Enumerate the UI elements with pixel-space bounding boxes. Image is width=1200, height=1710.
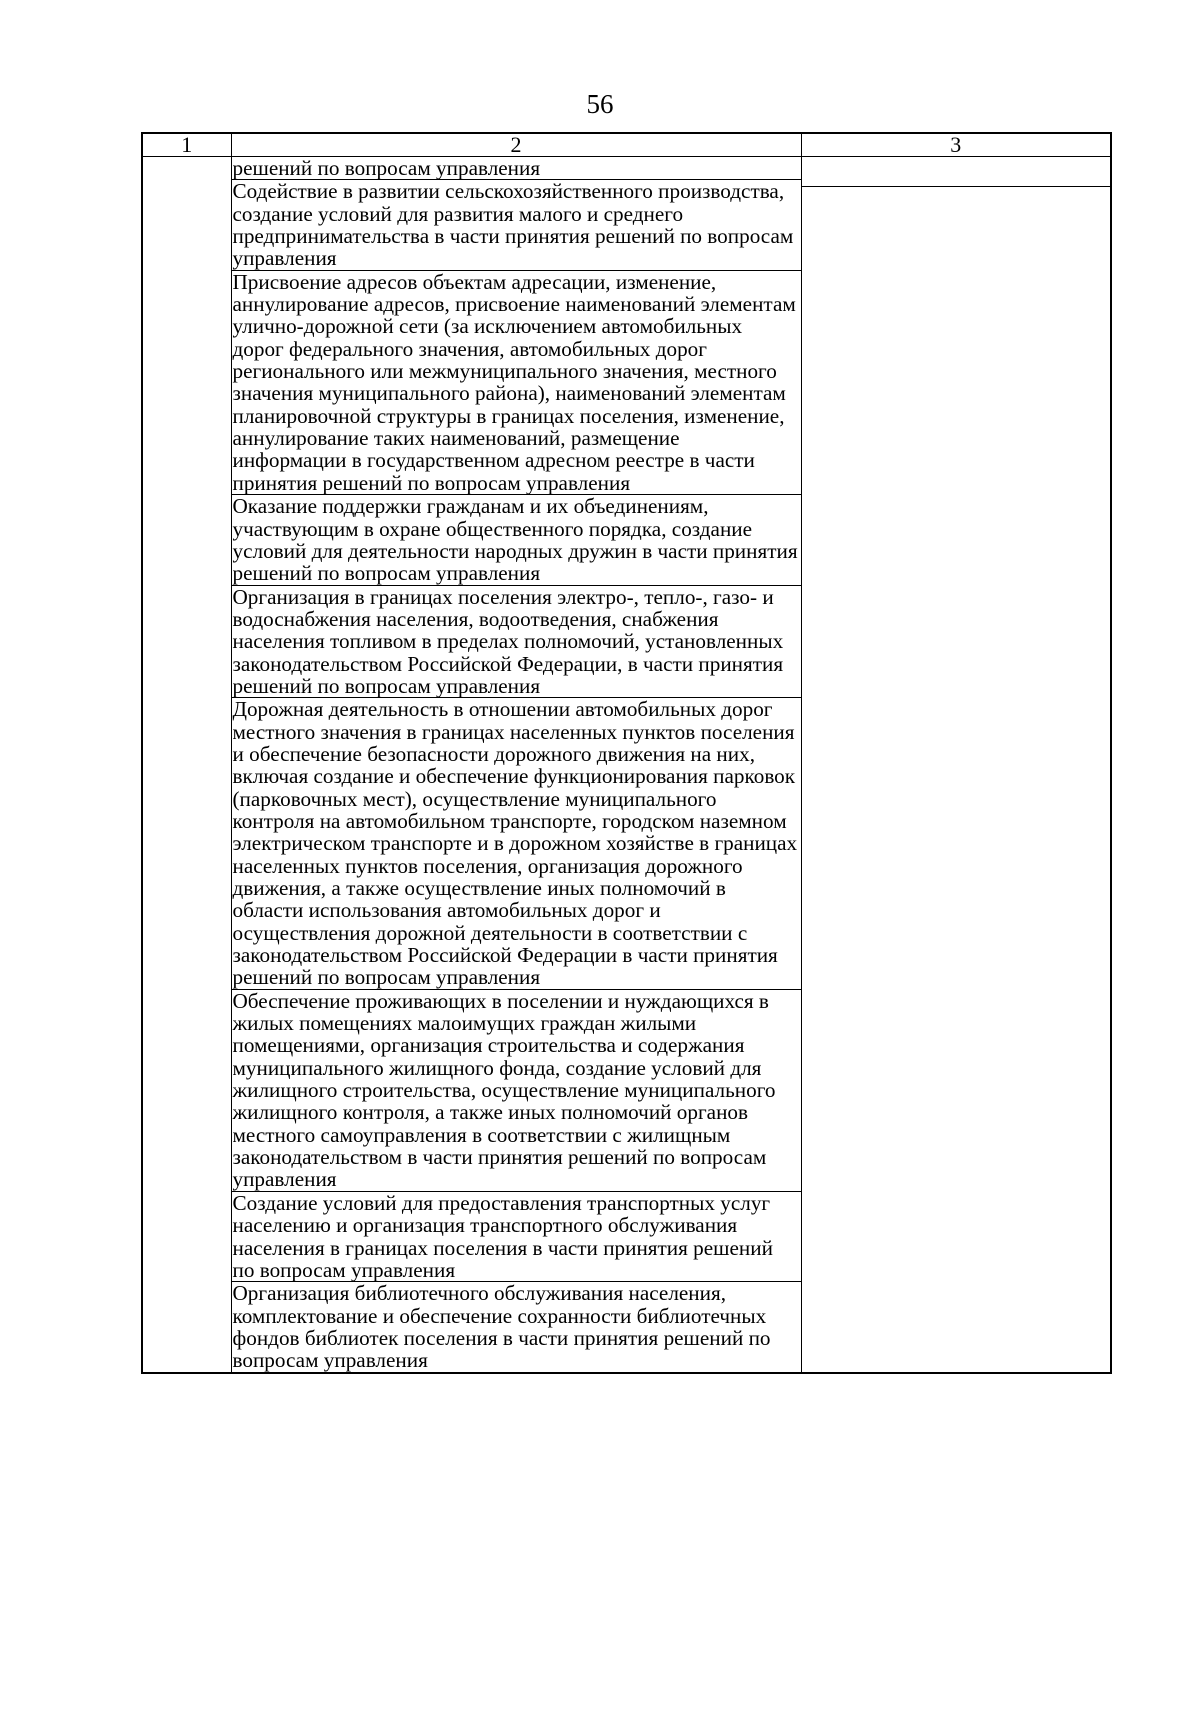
table-item: Дорожная деятельность в отношении автомобильных дорог местного значения в границах населенных пунктов поселения и обеспечение безопасности дорожного движения на них, включая создание и обеспечение функционирования парковок (парковочных мест), осуществление муниципального контроля на автомобильном транспорте, городском наземном электрическом транспорте и в дорожном хозяйстве в границах населенных пунктов поселения, организация дорожного движения, а также осуществление иных полномочий в области использования автомобильных дорог и осуществления дорожной деятельности в соответствии с законодательством Российской Федерации в части принятия решений по вопросам управления [232,697,801,988]
table-item: Организация библиотечного обслуживания населения, комплектование и обеспечение сохранности библиотечных фондов библиотек поселения в части принятия решений по вопросам управления [232,1281,801,1371]
page-number: 56 [586,89,614,119]
column-header-1: 1 [142,133,231,157]
table-item: Создание условий для предоставления транспортных услуг населению и организация транспортного обслуживания населения в границах поселения в части принятия решений по вопросам управления [232,1191,801,1281]
column-2-cell [231,157,801,1373]
table-item: Организация в границах поселения электро-, тепло-, газо- и водоснабжения населения, водоотведения, снабжения населения топливом в пределах полномочий, установленных законодательством Российской Федерации, в части принятия решений по вопросам управления [232,585,801,698]
table-item: Обеспечение проживающих в поселении и нуждающихся в жилых помещениях малоимущих граждан жилыми помещениями, организация строительства и содержания муниципального жилищного фонда, создание условий для жилищного строительства, осуществление муниципального жилищного контроля, а также иных полномочий органов местного самоуправления в соответствии с жилищным законодательством в части принятия решений по вопросам управления [232,989,801,1191]
column-3-cell [801,157,1111,1373]
table-item: Содействие в развитии сельскохозяйственного производства, создание условий для развития малого и среднего предпринимательства в части принятия решений по вопросам управления [232,179,801,269]
column-header-2: 2 [231,133,801,157]
table-item: Оказание поддержки гражданам и их объединениям, участвующим в охране общественного порядка, создание условий для деятельности народных дружин в части принятия решений по вопросам управления [232,494,801,584]
column-1-cell [142,157,231,1373]
table-item: Присвоение адресов объектам адресации, изменение, аннулирование адресов, присвоение наименований элементам улично-дорожной сети (за исключением автомобильных дорог федерального значения, автомобильных дорог регионального или межмуниципального значения, местного значения муниципального района), наименований элементам планировочной структуры в границах поселения, изменение, аннулирование таких наименований, размещение информации в государственном адресном реестре в части принятия решений по вопросам управления [232,270,801,494]
column-3-divider [802,157,1111,187]
table-header-row [142,133,1111,157]
table-body-row [142,157,1111,1373]
column-header-3: 3 [801,133,1111,157]
document-table [141,132,1112,1374]
table-item: решений по вопросам управления [232,156,541,180]
